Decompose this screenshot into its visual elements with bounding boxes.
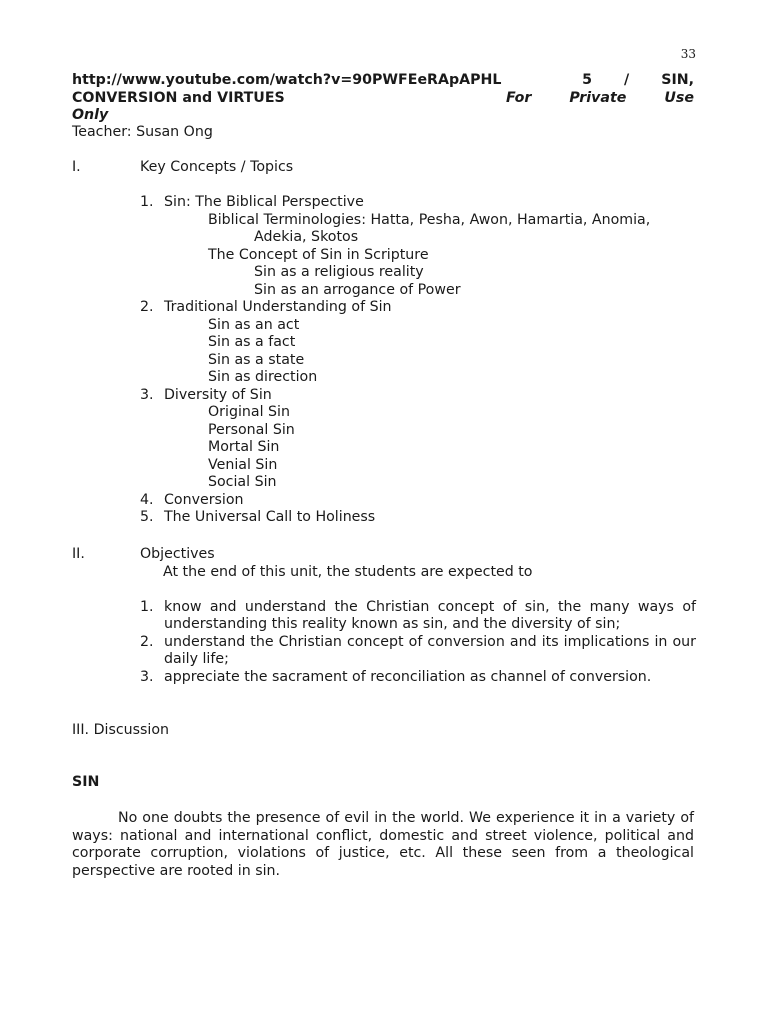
private-use-only: Only: [72, 107, 109, 123]
objective-item: 1. know and understand the Christian concept of sin, the many ways of understanding this reality known as sin, and the diversity of sin;: [140, 598, 696, 632]
sub-item: Sin as direction: [208, 369, 318, 385]
header-url: http://www.youtube.com/watch?v=90PWFEeRApAPHL: [72, 72, 502, 88]
concept-label: The Concept of Sin in Scripture: [208, 246, 429, 263]
section-numeral: I.: [72, 159, 81, 175]
private-use-for: For: [506, 89, 532, 106]
section-key-concepts: [72, 159, 696, 527]
sub-item: Sin as a fact: [208, 334, 296, 350]
section-title: III. Discussion: [72, 722, 170, 738]
biblical-terms-cont: Adekia, Skotos: [254, 229, 359, 245]
header-line-2: [72, 90, 694, 108]
private-use-use: Use: [664, 89, 694, 106]
topic-item: 1. Sin: The Biblical Perspective: [140, 194, 364, 210]
section-discussion: [72, 722, 696, 740]
section-objectives: [72, 546, 696, 686]
header-line-1: [72, 72, 694, 90]
sub-item: Sin as an act: [208, 316, 300, 333]
sub-item: Mortal Sin: [208, 439, 280, 455]
teacher-name: Teacher: Susan Ong: [72, 124, 213, 140]
topic-item: 4. Conversion: [140, 491, 244, 508]
unit-slash: /: [624, 72, 630, 88]
concept-item: Sin as an arrogance of Power: [254, 281, 461, 298]
topic-item: 5. The Universal Call to Holiness: [140, 509, 376, 525]
section-numeral: II.: [72, 546, 85, 562]
biblical-terms: Biblical Terminologies: Hatta, Pesha, Awon, Hamartia, Anomia,: [208, 211, 651, 228]
sub-item: Original Sin: [208, 404, 290, 420]
objective-item: 2. understand the Christian concept of conversion and its implications in our daily life;: [140, 633, 696, 667]
sin-heading: SIN: [72, 774, 100, 790]
topic-item: 3. Diversity of Sin: [140, 386, 272, 403]
section-title: Objectives: [140, 546, 215, 562]
objective-item: 3. appreciate the sacrament of reconciliation as channel of conversion.: [140, 668, 652, 685]
section-title: Key Concepts / Topics: [140, 159, 294, 175]
unit-number: 5: [582, 72, 593, 88]
page-number: 33: [680, 47, 696, 61]
topic-item: 2. Traditional Understanding of Sin: [140, 299, 392, 315]
private-use-private: Private: [569, 89, 627, 106]
unit-title-part2: CONVERSION and VIRTUES: [72, 89, 285, 106]
sub-item: Sin as a state: [208, 351, 305, 368]
objectives-intro: At the end of this unit, the students are expected to: [163, 563, 533, 580]
sub-item: Personal Sin: [208, 421, 295, 438]
document-header: [72, 72, 694, 125]
body-paragraph: No one doubts the presence of evil in the world. We experience it in a variety of ways: national and international conflict, domestic and street violence, political and corporate corruption, violations of justice, etc. All these seen from a theological perspective are rooted in sin.: [72, 810, 694, 879]
concept-item: Sin as a religious reality: [254, 264, 424, 280]
sub-item: Venial Sin: [208, 456, 278, 473]
sub-item: Social Sin: [208, 474, 277, 490]
unit-title-part1: SIN,: [661, 72, 694, 88]
